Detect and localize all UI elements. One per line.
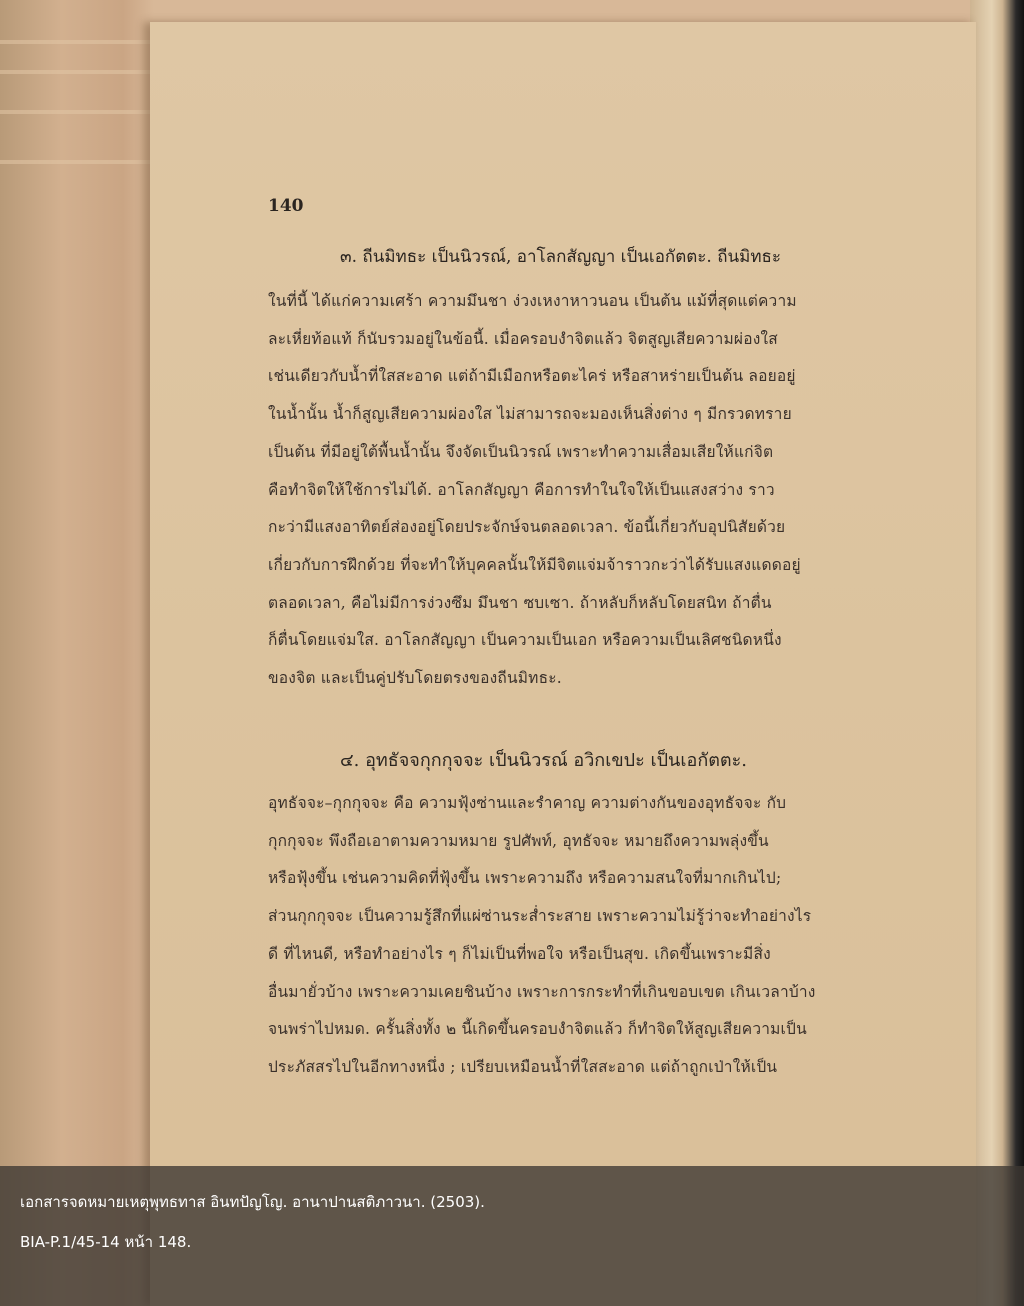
body-line: เป็นต้น ที่มีอยู่ใต้พื้นน้ำนั้น จึงจัดเป็นนิวรณ์ เพราะทำความเสื่อมเสียให้แก่จิต [268, 442, 774, 461]
body-line: ส่วนกุกกุจจะ เป็นความรู้สึกที่แผ่ซ่านระส่ำระสาย เพราะความไม่รู้ว่าจะทำอย่างไร [268, 907, 812, 926]
body-line: ละเหี่ยท้อแท้ ก็นับรวมอยู่ในข้อนี้. เมื่อครอบงำจิตแล้ว จิตสูญเสียความผ่องใส [268, 329, 778, 348]
page-number: 140 [268, 196, 304, 216]
body-line: ตลอดเวลา, คือไม่มีการง่วงซึม มึนชา ซบเซา. ถ้าหลับก็หลับโดยสนิท ถ้าตื่น [268, 593, 772, 612]
body-line: เช่นเดียวกับน้ำที่ใสสะอาด แต่ถ้ามีเมือกหรือตะไคร่ หรือสาหร่ายเป็นต้น ลอยอยู่ [268, 367, 796, 386]
section-3-heading: ๓. ถีนมิทธะ เป็นนิวรณ์, อาโลกสัญญา เป็นเอกัตตะ. ถีนมิทธะ [340, 247, 782, 267]
caption-bar [0, 1166, 1024, 1306]
body-line: กุกกุจจะ พึงถือเอาตามความหมาย รูปศัพท์, อุทธัจจะ หมายถึงความพลุ่งขึ้น [268, 831, 769, 850]
body-line: เกี่ยวกับการฝึกด้วย ที่จะทำให้บุคคลนั้นให้มีจิตแจ่มจ้าราวกะว่าได้รับแสงแดดอยู่ [268, 555, 801, 574]
section-4-heading: ๔. อุทธัจจกุกกุจจะ เป็นนิวรณ์ อวิกเขปะ เป็นเอกัตตะ. [340, 750, 747, 771]
caption-reference: BIA-P.1/45-14 หน้า 148. [20, 1233, 192, 1251]
body-line: ในน้ำนั้น น้ำก็สูญเสียความผ่องใส ไม่สามารถจะมองเห็นสิ่งต่าง ๆ มีกรวดทราย [268, 405, 792, 424]
caption-citation: เอกสารจดหมายเหตุพุทธทาส อินทปัญโญ. อานาปานสติภาวนา. (2503). [20, 1193, 485, 1211]
body-line: หรือฟุ้งขึ้น เช่นความคิดที่ฟุ้งขึ้น เพราะความถึง หรือความสนใจที่มากเกินไป; [268, 869, 782, 888]
book-binding [970, 0, 1024, 1306]
body-line: จนพร่าไปหมด. ครั้นสิ่งทั้ง ๒ นี้เกิดขึ้นครอบงำจิตแล้ว ก็ทำจิตให้สูญเสียความเป็น [268, 1020, 807, 1039]
body-line: ประภัสสรไปในอีกทางหนึ่ง ; เปรียบเหมือนน้ำที่ใสสะอาด แต่ถ้าถูกเป่าให้เป็น [268, 1057, 778, 1076]
body-line: คือทำจิตให้ใช้การไม่ได้. อาโลกสัญญา คือการทำในใจให้เป็นแสงสว่าง ราว [268, 480, 775, 499]
body-line: ของจิต และเป็นคู่ปรับโดยตรงของถีนมิทธะ. [268, 669, 562, 687]
body-line: ดี ที่ไหนดี, หรือทำอย่างไร ๆ ก็ไม่เป็นที่พอใจ หรือเป็นสุข. เกิดขึ้นเพราะมีสิ่ง [268, 944, 771, 963]
body-line: อื่นมายั่วบ้าง เพราะความเคยชินบ้าง เพราะการกระทำที่เกินขอบเขต เกินเวลาบ้าง [268, 982, 816, 1001]
body-line: กะว่ามีแสงอาทิตย์ส่องอยู่โดยประจักษ์จนตลอดเวลา. ข้อนี้เกี่ยวกับอุปนิสัยด้วย [268, 518, 786, 537]
body-line: ในที่นี้ ได้แก่ความเศร้า ความมึนชา ง่วงเหงาหาวนอน เป็นต้น แม้ที่สุดแต่ความ [268, 292, 797, 310]
body-line: ก็ตื่นโดยแจ่มใส. อาโลกสัญญา เป็นความเป็นเอก หรือความเป็นเลิศชนิดหนึ่ง [268, 631, 782, 650]
body-line: อุทธัจจะ–กุกกุจจะ คือ ความฟุ้งซ่านและรำคาญ ความต่างกันของอุทธัจจะ กับ [268, 794, 787, 812]
